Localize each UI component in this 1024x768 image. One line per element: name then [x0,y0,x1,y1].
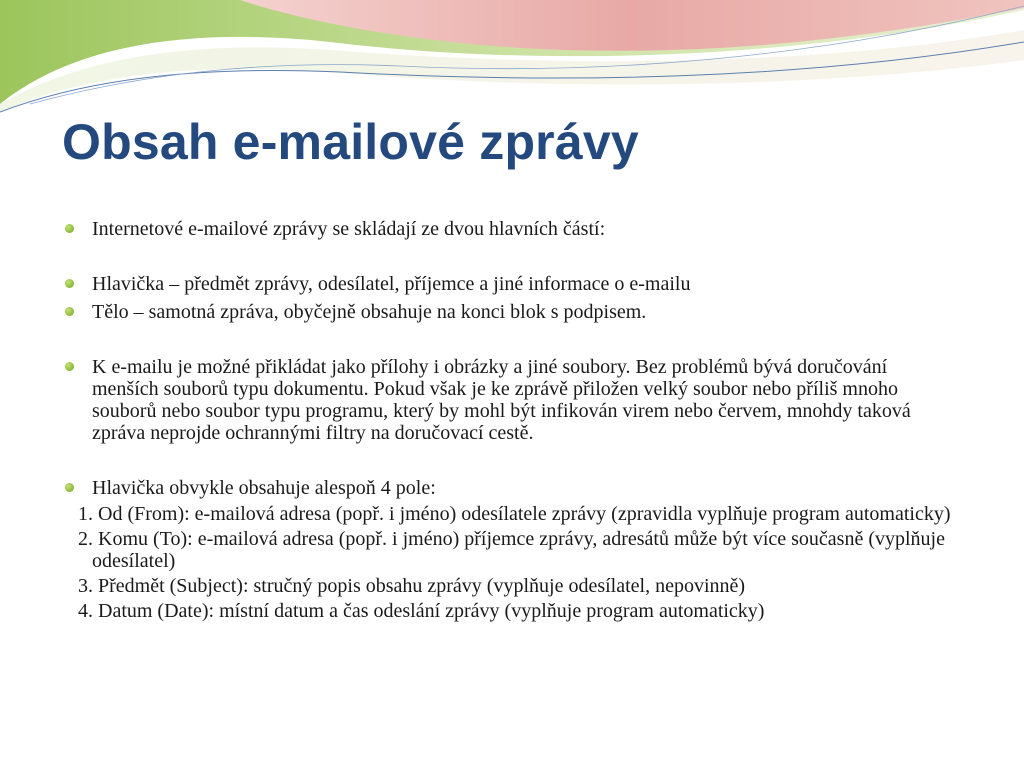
bullet-header-fields [62,477,952,499]
bullet-text: Hlavička obvykle obsahuje alespoň 4 pole: [92,477,436,499]
bullet-part-body [62,301,952,323]
bullet-text: Hlavička – předmět zprávy, odesílatel, příjemce a jiné informace o e-mailu [92,273,691,295]
bullet-text: Internetové e-mailové zprávy se skládají ze dvou hlavních částí: [92,218,606,240]
bullet-dot-icon [65,362,74,371]
header-wave-decoration [0,0,1024,130]
bullet-text: K e-mailu je možné přikládat jako přílohy i obrázky a jiné soubory. Bez problémů bývá doručování menších souborů typu dokumentu. Pokud však je ke zprávě přiložen velký soubor nebo příliš mnoho souborů nebo soubor typu programu, který by mohl být infikován virem nebo červem, mnohdy taková zpráva neprojde ochrannými filtry na doručovací cestě. [92,356,911,444]
bullet-dot-icon [65,307,74,316]
header-field-from: 1. Od (From): e-mailová adresa (popř. i jméno) odesílatele zprávy (zpravidla vyplňuje program automaticky) [78,503,951,525]
bullet-dot-icon [65,279,74,288]
slide-title: Obsah e-mailové zprávy [62,114,639,170]
bullet-intro [62,218,952,240]
header-field-to: 2. Komu (To): e-mailová adresa (popř. i jméno) příjemce zprávy, adresátů může být více současně (vyplňuje odesílatel) [78,528,945,572]
slide-content [62,218,952,622]
bullet-dot-icon [65,224,74,233]
bullet-text: Tělo – samotná zpráva, obyčejně obsahuje na konci blok s podpisem. [92,301,647,323]
bullet-attachments [62,356,952,444]
bullet-part-header [62,273,952,295]
header-field-subject: 3. Předmět (Subject): stručný popis obsahu zprávy (vyplňuje odesílatel, nepovinně) [78,575,746,597]
header-field-date: 4. Datum (Date): místní datum a čas odeslání zprávy (vyplňuje program automaticky) [78,600,765,622]
bullet-dot-icon [65,483,74,492]
